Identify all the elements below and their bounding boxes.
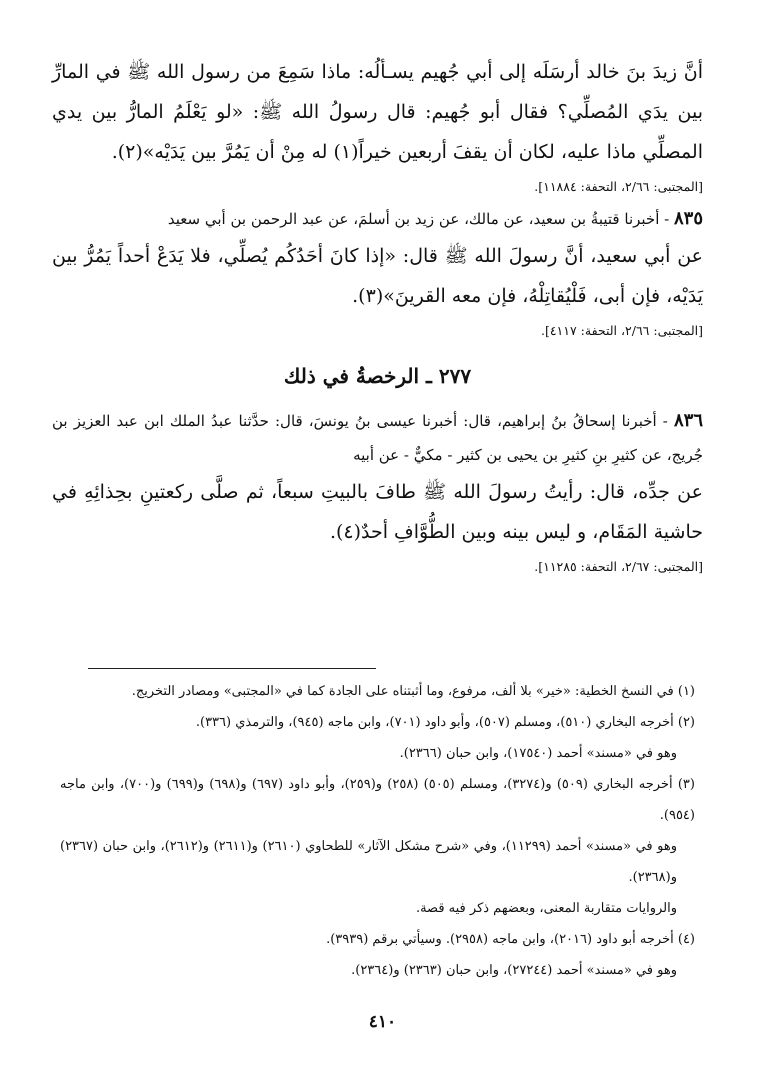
hadith-836-isnad — [52, 404, 703, 472]
hadith-835-matn: عن أبي سعيد، أنَّ رسولَ الله ﷺ قال: «إذا كانَ أحَدُكُم يُصلِّي، فلا يَدَعْ أحداً يَمُرُّ بين يَدَيْه، فإن أبى، فَلْيُقاتِلْهُ، فإن معه القرينَ»(٣). — [52, 245, 703, 307]
footnote-divider — [88, 668, 376, 669]
footnotes — [60, 676, 695, 986]
footnote-2-continuation: وهو في «مسند» أحمد (١٧٥٤٠)، وابن حبان (٢٣٦٦). — [399, 746, 677, 761]
hadith-835-number: ٨٣٥ — [673, 208, 703, 229]
footnote-3: (٣) أخرجه البخاري (٥٠٩) و(٣٢٧٤)، ومسلم (٥٠٥) (٢٥٨) و(٢٥٩)، وأبو داود (٦٩٧) و(٦٩٨) و(٦٩٩) و(٧٠٠)، وابن ماجه (٩٥٤). — [60, 777, 695, 823]
footnote-2: (٢) أخرجه البخاري (٥١٠)، ومسلم (٥٠٧)، وأبو داود (٧٠١)، وابن ماجه (٩٤٥)، والترمذي (٣٣٦). — [195, 715, 695, 730]
hadith-835-isnad-text: - أخبرنا قتيبةُ بن سعيد، عن مالك، عن زيد بن أسلمَ، عن عبد الرحمن بن أبي سعيد — [167, 210, 670, 228]
hadith-836-reference: [المجتبى: ٢/٦٧، التحفة: ١١٢٨٥]. — [534, 559, 703, 574]
hadith-835-reference: [المجتبى: ٢/٦٦، التحفة: ٤١١٧]. — [540, 323, 703, 338]
footnote-4-continuation: وهو في «مسند» أحمد (٢٧٢٤٤)، وابن حبان (٢٣٦٣) و(٢٣٦٤). — [351, 963, 677, 978]
main-text — [52, 52, 703, 582]
hadith-834-reference: [المجتبى: ٢/٦٦، التحفة: ١١٨٨٤]. — [534, 179, 703, 194]
footnote-1: (١) في النسخ الخطية: «خير» بلا ألف، مرفوع، وما أثبتناه على الجادة كما في «المجتبى» ومصادر التخريج. — [131, 684, 695, 699]
hadith-836-number: ٨٣٦ — [673, 410, 703, 431]
footnote-3-continuation: وهو في «مسند» أحمد (١١٢٩٩)، وفي «شرح مشكل الآثار» للطحاوي (٢٦١٠) و(٢٦١١) و(٢٦١٢)، وابن حبان (٢٣٦٧) و(٢٣٦٨). — [60, 839, 678, 885]
hadith-835-isnad — [52, 202, 703, 236]
chapter-heading: ٢٧٧ ـ الرخصةُ في ذلك — [283, 364, 472, 388]
hadith-836-matn: عن جدِّه، قال: رأيتُ رسولَ الله ﷺ طافَ بالبيتِ سبعاً، ثم صلَّى ركعتينِ بحِذائِهِ في حاشية المَقَام، و ليس بينه وبين الطُّوَّافِ أحدٌ(٤). — [52, 481, 703, 543]
page-number: ٤١٠ — [368, 1012, 397, 1032]
hadith-834-continuation: أنَّ زيدَ بنَ خالد أرسَلَه إلى أبي جُهيم يسـألُه: ماذا سَمِعَ من رسول الله ﷺ في المارِّ بين يدَي المُصلِّي؟ فقال أبو جُهيم: قال رسولُ الله ﷺ: «لو يَعْلَمُ المارُّ بين يدي المصلِّي ماذا عليه، لكان أن يقفَ أربعين خيراً(١) له مِنْ أن يَمُرَّ بين يَدَيْه»(٢). — [52, 61, 703, 163]
footnote-3-note: والروايات متقاربة المعنى، وبعضهم ذكر فيه قصة. — [415, 901, 677, 916]
hadith-836-isnad-text: - أخبرنا إسحاقُ بنُ إبراهيم، قال: أخبرنا عيسى بنُ يونسَ، قال: حدَّثنا عبدُ الملك ابن عبد العزيز بن جُريج، عن كثيرِ بنِ كثيرِ بن يحيى بن كثير - مكيٌّ - عن أبيه — [52, 412, 703, 464]
footnote-4: (٤) أخرجه أبو داود (٢٠١٦)، وابن ماجه (٢٩٥٨). وسيأتي برقم (٣٩٣٩). — [326, 932, 695, 947]
